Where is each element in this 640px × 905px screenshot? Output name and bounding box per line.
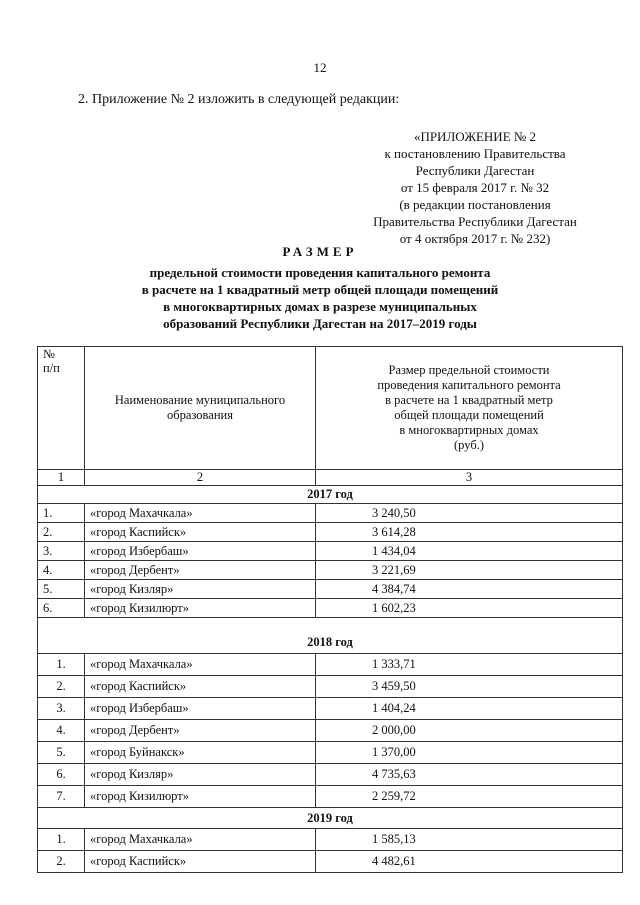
- row-number: 4.: [38, 720, 85, 742]
- row-cost: 3 240,50: [316, 504, 623, 523]
- header-number: [38, 347, 85, 470]
- row-municipality: «город Каспийск»: [85, 523, 316, 542]
- column-number: 3: [316, 470, 623, 486]
- annex-line: от 15 февраля 2017 г. № 32: [400, 180, 550, 195]
- table-row: [38, 504, 623, 523]
- header-cost-line: в многоквартирных домах: [399, 423, 539, 437]
- subtitle-line: предельной стоимости проведения капитального ремонта: [149, 265, 491, 280]
- row-number: 5.: [38, 580, 85, 599]
- header-cost-line: Размер предельной стоимости: [388, 363, 550, 377]
- annex-header: [340, 128, 610, 247]
- annex-line: к постановлению Правительства: [384, 146, 566, 161]
- header-municipality-line: Наименование муниципального: [114, 393, 286, 407]
- year-row: [38, 618, 623, 654]
- row-municipality: «город Каспийск»: [85, 676, 316, 698]
- row-cost: 1 585,13: [316, 829, 623, 851]
- header-cost: [316, 347, 623, 470]
- row-cost: 4 384,74: [316, 580, 623, 599]
- row-number: 1.: [38, 504, 85, 523]
- row-cost: 1 333,71: [316, 654, 623, 676]
- table-row: [38, 720, 623, 742]
- table-row: [38, 786, 623, 808]
- table-row: [38, 742, 623, 764]
- subtitle-line: образований Республики Дагестан на 2017–2019 годы: [163, 316, 477, 331]
- row-number: 4.: [38, 561, 85, 580]
- annex-line: от 4 октября 2017 г. № 232): [399, 231, 551, 246]
- header-cost-line: проведения капитального ремонта: [377, 378, 561, 392]
- row-cost: 1 434,04: [316, 542, 623, 561]
- table-row: [38, 561, 623, 580]
- table-row: [38, 698, 623, 720]
- row-number: 2.: [38, 851, 85, 873]
- row-municipality: «город Кизляр»: [85, 580, 316, 599]
- row-municipality: «город Махачкала»: [85, 829, 316, 851]
- table-header-row: [38, 347, 623, 470]
- annex-line: «ПРИЛОЖЕНИЕ № 2: [413, 129, 537, 144]
- row-municipality: «город Махачкала»: [85, 504, 316, 523]
- row-cost: 2 259,72: [316, 786, 623, 808]
- row-number: 5.: [38, 742, 85, 764]
- subtitle-line: в расчете на 1 квадратный метр общей площади помещений: [141, 282, 499, 297]
- column-number: 1: [38, 470, 85, 486]
- row-cost: 3 614,28: [316, 523, 623, 542]
- document-title: РАЗМЕР: [282, 244, 358, 259]
- document-subtitle: [70, 264, 570, 332]
- row-number: 6.: [38, 764, 85, 786]
- column-number: 2: [85, 470, 316, 486]
- table-row: [38, 523, 623, 542]
- row-municipality: «город Махачкала»: [85, 654, 316, 676]
- table-row: [38, 654, 623, 676]
- row-number: 2.: [38, 523, 85, 542]
- table-row: [38, 676, 623, 698]
- annex-line: Республики Дагестан: [415, 163, 535, 178]
- table-row: [38, 542, 623, 561]
- row-number: 3.: [38, 698, 85, 720]
- year-label: 2018 год: [38, 618, 623, 654]
- subtitle-line: в многоквартирных домах в разрезе муниципальных: [163, 299, 477, 314]
- header-cost-line: общей площади помещений: [394, 408, 544, 422]
- header-number-line: п/п: [43, 361, 60, 375]
- header-municipality: [85, 347, 316, 470]
- year-label: 2019 год: [38, 808, 623, 829]
- page-number: 12: [313, 60, 327, 75]
- header-municipality-line: образования: [167, 408, 233, 422]
- header-cost-line: в расчете на 1 квадратный метр: [385, 393, 553, 407]
- row-cost: 1 404,24: [316, 698, 623, 720]
- column-number-row: [38, 470, 623, 486]
- row-cost: 2 000,00: [316, 720, 623, 742]
- year-label: 2017 год: [38, 486, 623, 504]
- header-cost-line: (руб.): [454, 438, 484, 452]
- row-number: 1.: [38, 654, 85, 676]
- header-number-line: №: [43, 347, 55, 361]
- row-municipality: «город Кизляр»: [85, 764, 316, 786]
- year-row: [38, 486, 623, 504]
- row-municipality: «город Дербент»: [85, 561, 316, 580]
- table-row: [38, 851, 623, 873]
- row-number: 6.: [38, 599, 85, 618]
- row-number: 1.: [38, 829, 85, 851]
- intro-paragraph: 2. Приложение № 2 изложить в следующей редакции:: [78, 92, 400, 107]
- table-row: [38, 599, 623, 618]
- row-municipality: «город Избербаш»: [85, 698, 316, 720]
- table-row: [38, 580, 623, 599]
- row-cost: 1 370,00: [316, 742, 623, 764]
- annex-line: (в редакции постановления: [399, 197, 551, 212]
- row-number: 3.: [38, 542, 85, 561]
- table-row: [38, 829, 623, 851]
- annex-line: Правительства Республики Дагестан: [373, 214, 577, 229]
- row-cost: 3 459,50: [316, 676, 623, 698]
- row-number: 2.: [38, 676, 85, 698]
- row-municipality: «город Кизилюрт»: [85, 599, 316, 618]
- row-municipality: «город Каспийск»: [85, 851, 316, 873]
- row-municipality: «город Дербент»: [85, 720, 316, 742]
- table-row: [38, 764, 623, 786]
- row-cost: 3 221,69: [316, 561, 623, 580]
- row-municipality: «город Буйнакск»: [85, 742, 316, 764]
- row-municipality: «город Кизилюрт»: [85, 786, 316, 808]
- year-row: [38, 808, 623, 829]
- row-number: 7.: [38, 786, 85, 808]
- row-municipality: «город Избербаш»: [85, 542, 316, 561]
- cost-table: [37, 346, 623, 873]
- row-cost: 4 735,63: [316, 764, 623, 786]
- row-cost: 1 602,23: [316, 599, 623, 618]
- row-cost: 4 482,61: [316, 851, 623, 873]
